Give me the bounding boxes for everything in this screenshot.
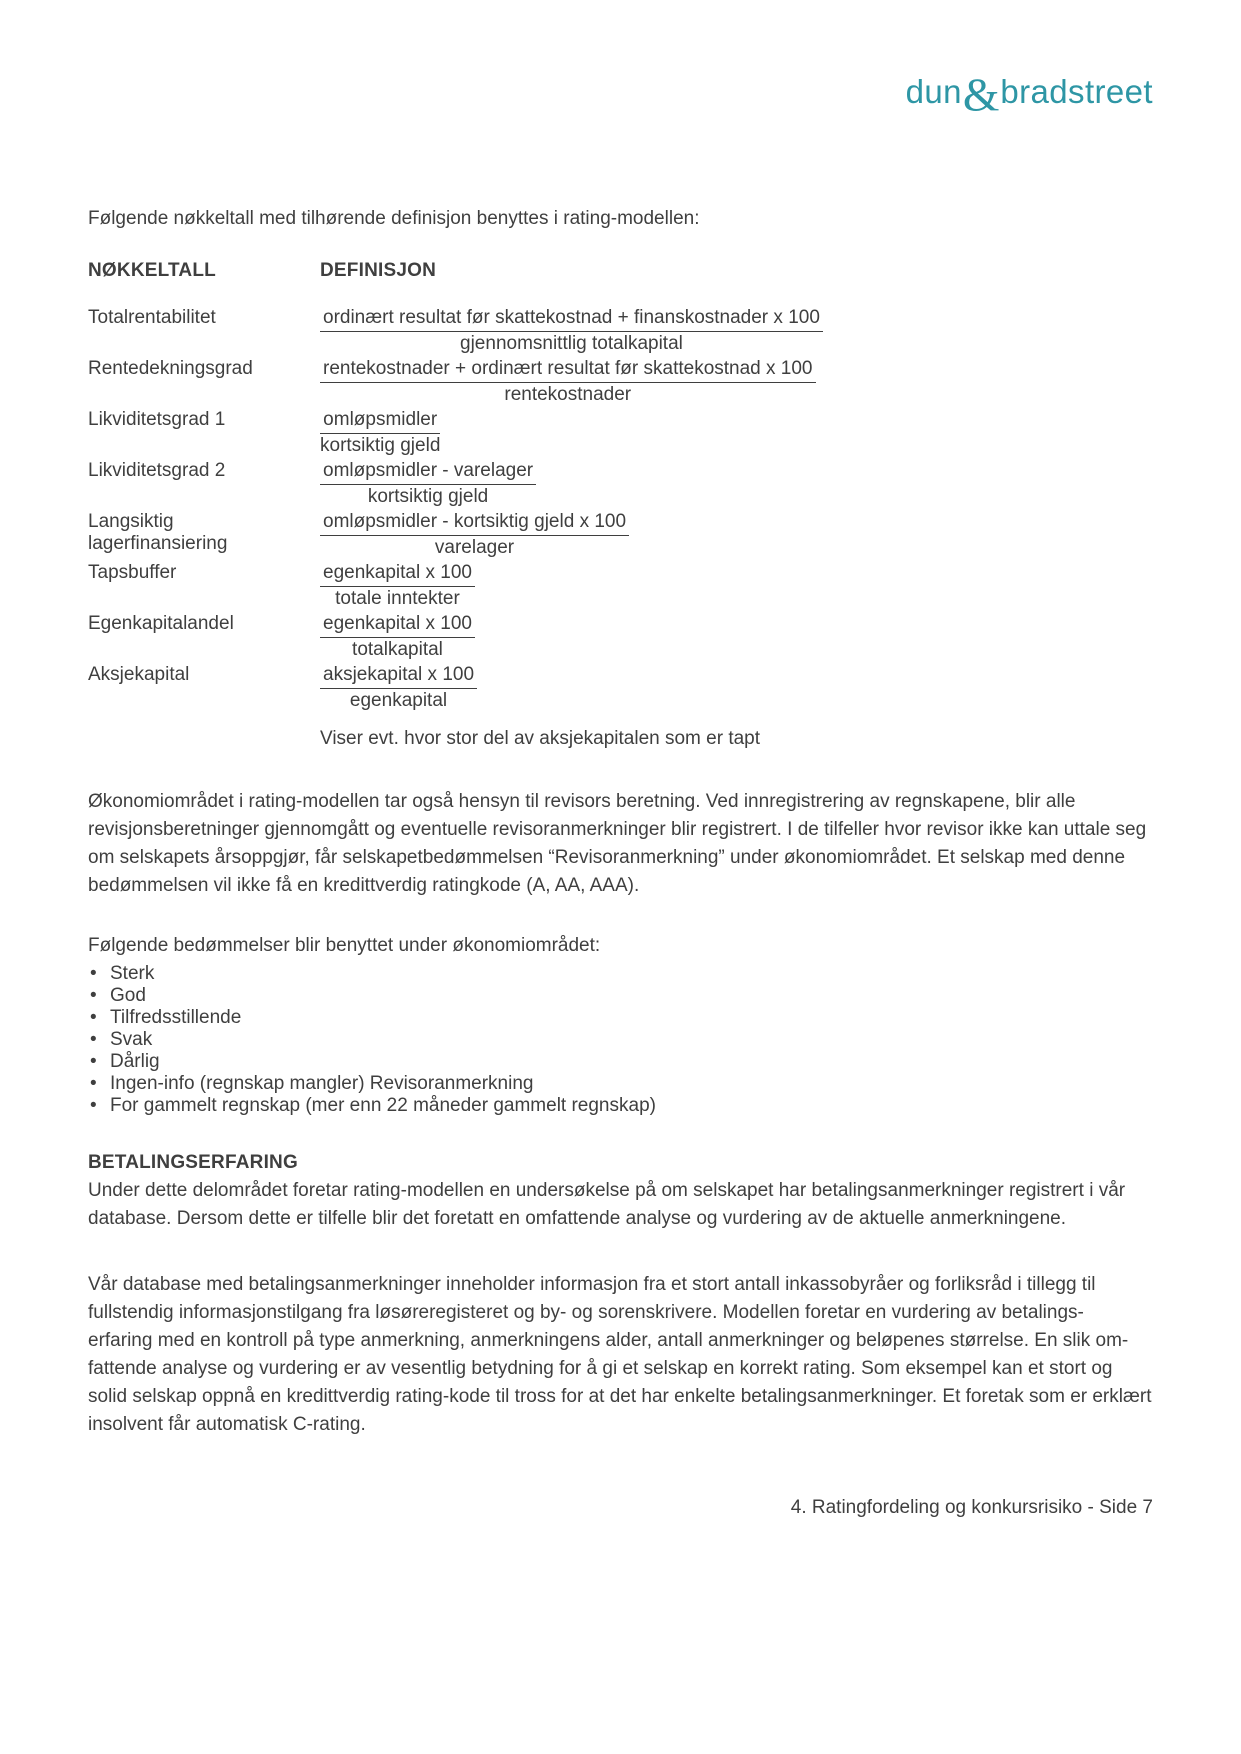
kpi-definition: [320, 460, 1153, 508]
page-footer: 4. Ratingfordeling og konkursrisiko - Side 7: [790, 1497, 1153, 1518]
kpi-name: Tapsbuffer: [88, 562, 177, 583]
table-row: [88, 409, 1153, 457]
formula-fraction: [320, 613, 475, 661]
formula-numerator: aksjekapital x 100: [320, 664, 477, 689]
paragraph-payment-2: Vår database med betalingsanmerkninger inneholder informasjon fra et stort antall inkassobyråer og forliksråd i tillegg til fullstendig informasjonstilgang fra løsøreregisteret og by- og sorenskrivere. Modellen foretar en vurdering av betalings- erfaring med en kontroll på type anmerkning, anmerkningens alder, antall anmerkninger og beløpenes størrelse. En slik om- fattende analyse og vurdering er av vesentlig betydning for å gi et selskap en korrekt rating. Som eksempel kan et stort og solid selskap oppnå en kredittverdig rating-kode til tross for at det har enkelte betalingsanmerkninger. Et foretak som er erklært insolvent får automatisk C-rating.: [88, 1274, 1152, 1435]
kpi-definition: [320, 358, 1153, 406]
formula-denominator: rentekostnader: [504, 383, 632, 405]
bullet-icon: •: [90, 1073, 97, 1094]
table-row: [88, 307, 1153, 355]
table-row: [88, 562, 1153, 610]
table-row: [88, 358, 1153, 406]
list-item: [88, 1073, 1153, 1095]
aksjekapital-note: Viser evt. hvor stor del av aksjekapitalen som er tapt: [320, 728, 761, 749]
list-item: [88, 985, 1153, 1007]
kpi-name: Aksjekapital: [88, 664, 190, 685]
formula-fraction: [320, 460, 536, 508]
formula-fraction: [320, 409, 440, 457]
kpi-name: Egenkapitalandel: [88, 613, 234, 634]
assessments-list: [88, 932, 1153, 1117]
kpi-name: Langsiktig lagerfinansiering: [88, 511, 228, 554]
column-header-nokkeltall: NØKKELTALL: [88, 260, 216, 281]
bullet-icon: •: [90, 1007, 97, 1028]
dun-bradstreet-logo: [88, 0, 1153, 122]
kpi-name: Rentedekningsgrad: [88, 358, 253, 379]
formula-denominator: totalkapital: [352, 638, 443, 660]
list-item-text: Dårlig: [110, 1051, 160, 1072]
list-item-text: For gammelt regnskap (mer enn 22 måneder gammelt regnskap): [110, 1095, 656, 1116]
formula-numerator: omløpsmidler - varelager: [320, 460, 536, 485]
formula-numerator: egenkapital x 100: [320, 562, 475, 587]
table-row: [88, 511, 1153, 559]
formula-numerator: omløpsmidler - kortsiktig gjeld x 100: [320, 511, 629, 536]
paragraph-economy-area: Økonomiområdet i rating-modellen tar også hensyn til revisors beretning. Ved innregistrering av regnskapene, blir alle revisjonsberetninger gjennomgått og eventuelle revisoranmerkninger blir registrert. I de tilfeller hvor revisor ikke kan uttale seg om selskapets årsoppgjør, får selskapetbedømmelsen “Revisoranmerkning” under økonomiområdet. Et selskap med denne bedømmelsen vil ikke få en kredittverdig ratingkode (A, AA, AAA).: [88, 791, 1147, 896]
key-figures-table: [88, 260, 1153, 750]
list-item-text: Tilfredsstillende: [110, 1007, 242, 1028]
list-item-text: God: [110, 985, 146, 1006]
formula-denominator: kortsiktig gjeld: [320, 434, 441, 456]
table-header-row: [88, 260, 1153, 282]
formula-numerator: omløpsmidler: [320, 409, 440, 434]
formula-denominator: kortsiktig gjeld: [367, 485, 489, 507]
formula-denominator: egenkapital: [349, 689, 448, 711]
intro-text: Følgende nøkkeltall med tilhørende definisjon benyttes i rating-modellen:: [88, 208, 700, 229]
column-header-definisjon: DEFINISJON: [320, 260, 437, 281]
kpi-definition: [320, 613, 1153, 661]
formula-denominator: totale inntekter: [335, 587, 460, 609]
list-item: [88, 963, 1153, 985]
formula-fraction: [320, 307, 823, 355]
kpi-definition: [320, 664, 1153, 712]
bullet-icon: •: [90, 963, 97, 984]
kpi-definition: [320, 307, 1153, 355]
paragraph-payment-1: Under dette delområdet foretar rating-modellen en undersøkelse på om selskapet har betalingsanmerkninger registrert i vår database. Dersom dette er tilfelle blir det foretatt en omfattende analyse og vurdering av de aktuelle anmerkningene.: [88, 1180, 1126, 1229]
formula-fraction: [320, 358, 816, 406]
list-item: [88, 1007, 1153, 1029]
list-item-text: Sterk: [110, 963, 155, 984]
bullet-icon: •: [90, 985, 97, 1006]
assessments-lead: Følgende bedømmelser blir benyttet under økonomiområdet:: [88, 935, 601, 956]
bullet-icon: •: [90, 1029, 97, 1050]
formula-denominator: varelager: [434, 536, 515, 558]
list-item: [88, 1095, 1153, 1117]
formula-fraction: [320, 562, 475, 610]
table-row: [88, 664, 1153, 712]
kpi-name: Likviditetsgrad 2: [88, 460, 226, 481]
logo-text-bradstreet: bradstreet: [1000, 73, 1153, 110]
section-heading-betalingserfaring: BETALINGSERFARING: [88, 1152, 298, 1173]
kpi-definition: [320, 562, 1153, 610]
logo-text-dun: dun: [905, 73, 962, 110]
table-note-row: [88, 728, 1153, 750]
list-item-text: Svak: [110, 1029, 153, 1050]
formula-fraction: [320, 664, 477, 712]
kpi-definition: [320, 409, 1153, 457]
bullet-icon: •: [90, 1095, 97, 1116]
list-item: [88, 1029, 1153, 1051]
formula-denominator: gjennomsnittlig totalkapital: [460, 332, 683, 354]
formula-fraction: [320, 511, 629, 559]
table-row: [88, 460, 1153, 508]
kpi-name: Likviditetsgrad 1: [88, 409, 226, 430]
list-item-text: Ingen-info (regnskap mangler) Revisoranmerkning: [110, 1073, 534, 1094]
list-item: [88, 1051, 1153, 1073]
table-row: [88, 613, 1153, 661]
bullet-icon: •: [90, 1051, 97, 1072]
kpi-definition: [320, 511, 1153, 559]
formula-numerator: ordinært resultat før skattekostnad + finanskostnader x 100: [320, 307, 823, 332]
kpi-name: Totalrentabilitet: [88, 307, 216, 328]
formula-numerator: egenkapital x 100: [320, 613, 475, 638]
logo-ampersand-icon: &: [962, 69, 1000, 121]
formula-numerator: rentekostnader + ordinært resultat før skattekostnad x 100: [320, 358, 816, 383]
